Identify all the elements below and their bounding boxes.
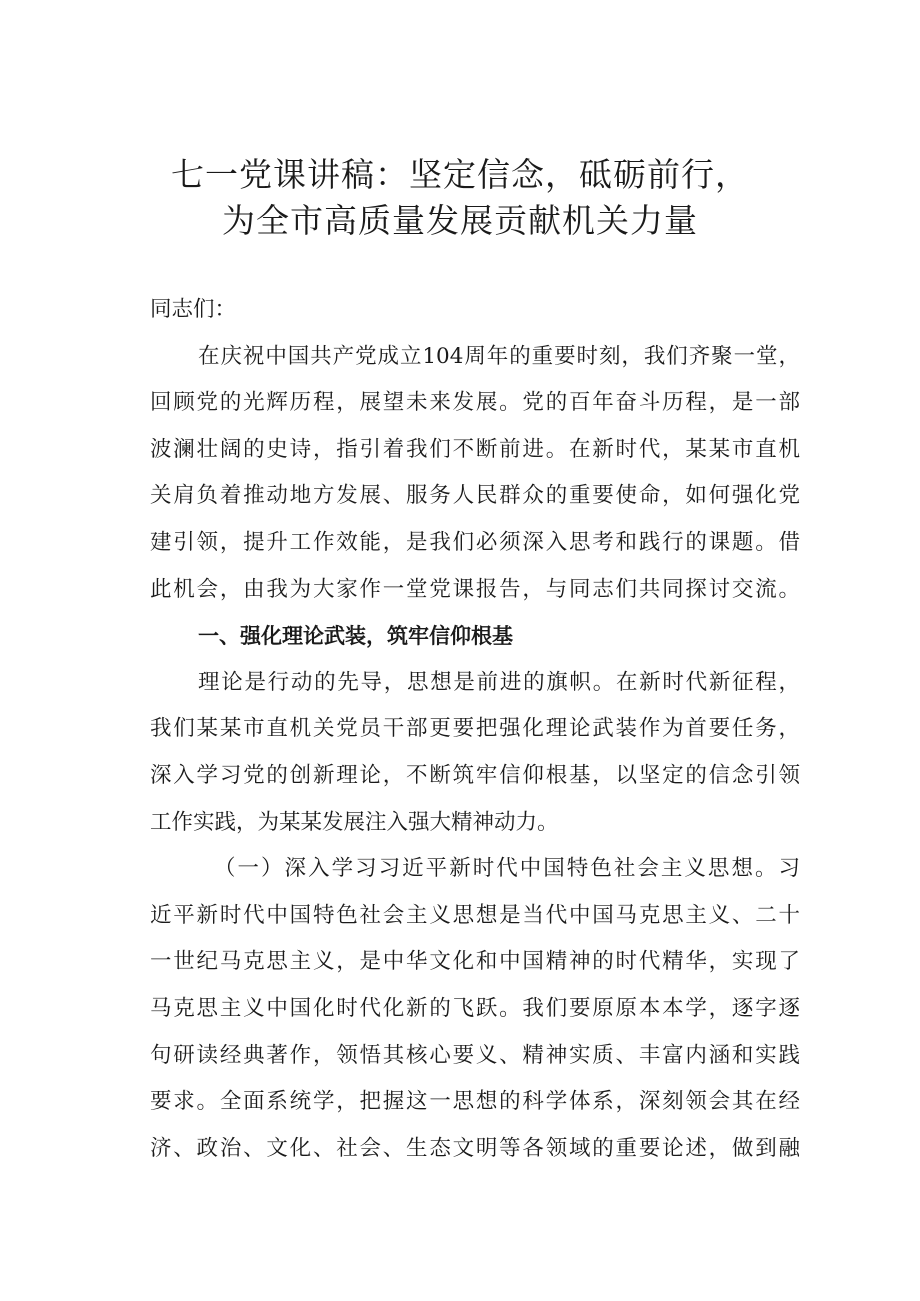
- title-line-1: 七一党课讲稿：坚定信念，砥砺前行，: [171, 155, 749, 194]
- paragraph-line: 关肩负着推动地方发展、服务人民群众的重要使命，如何强化党: [150, 483, 800, 509]
- greeting: 同志们：: [150, 297, 237, 322]
- document-body: [150, 287, 800, 1172]
- section-heading: 一、强化理论武装，筑牢信仰根基: [198, 624, 513, 649]
- paragraph-line: 要求。全面系统学，把握这一思想的科学体系，深刻领会其在经: [150, 1089, 800, 1115]
- title-line-2: 为全市高质量发展贡献机关力量: [222, 201, 698, 240]
- paragraph-line: 句研读经典著作，领悟其核心要义、精神实质、丰富内涵和实践: [150, 1042, 800, 1068]
- paragraph-line: 建引领，提升工作效能，是我们必须深入思考和践行的课题。借: [150, 529, 800, 555]
- paragraph-line: （一）深入学习习近平新时代中国特色社会主义思想。习: [214, 856, 800, 882]
- paragraph-line: 理论是行动的先导，思想是前进的旗帜。在新时代新征程，: [198, 669, 800, 695]
- paragraph-line: 工作实践，为某某发展注入强大精神动力。: [150, 809, 559, 835]
- paragraph-line: 济、政治、文化、社会、生态文明等各领域的重要论述，做到融: [150, 1135, 800, 1161]
- document-title: [0, 152, 920, 244]
- paragraph-line: 此机会，由我为大家作一堂党课报告，与同志们共同探讨交流。: [150, 576, 800, 602]
- paragraph-line: 一世纪马克思主义，是中华文化和中国精神的时代精华，实现了: [150, 949, 800, 975]
- paragraph-line: 深入学习党的创新理论，不断筑牢信仰根基，以坚定的信念引领: [150, 762, 800, 788]
- paragraph-line: 回顾党的光辉历程，展望未来发展。党的百年奋斗历程，是一部: [150, 390, 800, 416]
- paragraph-line: 近平新时代中国特色社会主义思想是当代中国马克思主义、二十: [150, 902, 800, 928]
- paragraph-line: 波澜壮阔的史诗，指引着我们不断前进。在新时代，某某市直机: [150, 436, 800, 462]
- paragraph-line: 在庆祝中国共产党成立104周年的重要时刻，我们齐聚一堂，: [198, 343, 800, 369]
- paragraph-line: 马克思主义中国化时代化新的飞跃。我们要原原本本学，逐字逐: [150, 995, 800, 1021]
- paragraph-line: 我们某某市直机关党员干部更要把强化理论武装作为首要任务，: [150, 716, 800, 742]
